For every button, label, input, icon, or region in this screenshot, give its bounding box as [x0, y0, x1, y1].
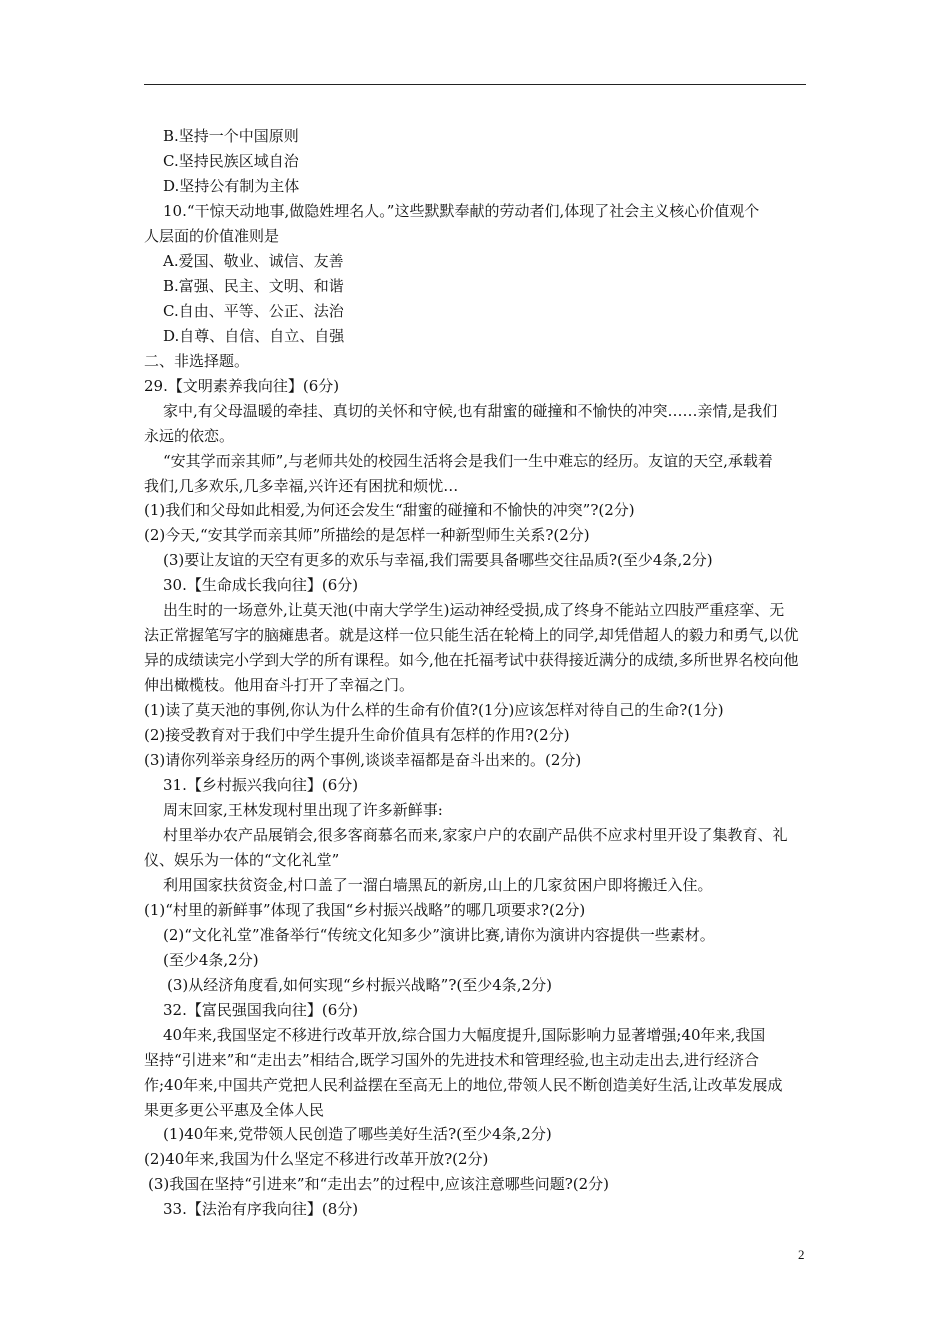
option-d: D.坚持公有制为主体: [163, 177, 300, 195]
question-30-title: 30.【生命成长我向往】(6分): [163, 576, 359, 594]
sub-question: (2)40年来,我国为什么坚定不移进行改革开放?(2分): [144, 1150, 489, 1168]
paragraph-line: 作;40年来,中国共产党把人民利益摆在至高无上的地位,带领人民不断创造美好生活,让改革发展成: [144, 1076, 783, 1094]
question-33-title: 33.【法治有序我向往】(8分): [163, 1200, 359, 1218]
sub-question: (3)我国在坚持“引进来”和“走出去”的过程中,应该注意哪些问题?(2分): [148, 1175, 609, 1193]
sub-question: (3)要让友谊的天空有更多的欢乐与幸福,我们需要具备哪些交往品质?(至少4条,2分): [163, 551, 713, 569]
paragraph-line: 出生时的一场意外,让莫天池(中南大学学生)运动神经受损,成了终身不能站立四肢严重痉挛、无: [163, 601, 785, 619]
paragraph-line: 伸出橄榄枝。他用奋斗打开了幸福之门。: [144, 676, 415, 694]
sub-question: (1)我们和父母如此相爱,为何还会发生“甜蜜的碰撞和不愉快的冲突”?(2分): [144, 501, 635, 519]
header-rule: [144, 84, 806, 85]
paragraph-line: 村里举办农产品展销会,很多客商慕名而来,家家户户的农副产品供不应求村里开设了集教育、礼: [163, 826, 788, 844]
paragraph-line: 家中,有父母温暖的牵挂、真切的关怀和守候,也有甜蜜的碰撞和不愉快的冲突……亲情,是我们: [163, 402, 778, 420]
paragraph-line: 40年来,我国坚定不移进行改革开放,综合国力大幅度提升,国际影响力显著增强;40年来,我国: [163, 1026, 766, 1044]
sub-question: (1)读了莫天池的事例,你认为什么样的生命有价值?(1分)应该怎样对待自己的生命?(1分): [144, 701, 724, 719]
question-29-title: 29.【文明素养我向往】(6分): [144, 377, 340, 395]
paragraph-line: 利用国家扶贫资金,村口盖了一溜白墙黑瓦的新房,山上的几家贫困户即将搬迁入住。: [163, 876, 713, 894]
sub-question: (1)“村里的新鲜事”体现了我国“乡村振兴战略”的哪几项要求?(2分): [144, 901, 586, 919]
paragraph-line: 永远的依恋。: [144, 427, 235, 445]
q10-option-c: C.自由、平等、公正、法治: [163, 302, 344, 320]
sub-question: (2)接受教育对于我们中学生提升生命价值具有怎样的作用?(2分): [144, 726, 570, 744]
paragraph-line: “安其学而亲其师”,与老师共处的校园生活将会是我们一生中难忘的经历。友谊的天空,承载着: [163, 452, 773, 470]
sub-question: (2)“文化礼堂”准备举行“传统文化知多少”演讲比赛,请你为演讲内容提供一些素材。: [163, 926, 715, 944]
paragraph-line: 果更多更公平惠及全体人民: [144, 1101, 325, 1119]
question-31-title: 31.【乡村振兴我向往】(6分): [163, 776, 359, 794]
sub-question: (1)40年来,党带领人民创造了哪些美好生活?(至少4条,2分): [163, 1125, 552, 1143]
sub-question: (3)请你列举亲身经历的两个事例,谈谈幸福都是奋斗出来的。(2分): [144, 751, 582, 769]
question-10: 10.“干惊天动地事,做隐姓埋名人。”这些默默奉献的劳动者们,体现了社会主义核心价值观个: [163, 202, 760, 220]
paragraph-line: 法正常握笔写字的脑瘫患者。就是这样一位只能生活在轮椅上的同学,却凭借超人的毅力和勇气,以优: [144, 626, 799, 644]
sub-question: (至少4条,2分): [163, 951, 259, 969]
paragraph-line: 坚持“引进来”和“走出去”相结合,既学习国外的先进技术和管理经验,也主动走出去,进行经济合: [144, 1051, 759, 1069]
q10-option-b: B.富强、民主、文明、和谐: [163, 277, 344, 295]
question-32-title: 32.【富民强国我向往】(6分): [163, 1001, 359, 1019]
question-10-cont: 人层面的价值准则是: [144, 227, 280, 245]
paragraph-line: 异的成绩读完小学到大学的所有课程。如今,他在托福考试中获得接近满分的成绩,多所世界名校向他: [144, 651, 799, 669]
paragraph-line: 仪、娱乐为一体的“文化礼堂”: [144, 851, 340, 869]
paragraph-line: 我们,几多欢乐,几多幸福,兴许还有困扰和烦忧…: [144, 477, 459, 495]
sub-question: (3)从经济角度看,如何实现“乡村振兴战略”?(至少4条,2分): [167, 976, 552, 994]
q10-option-a: A.爱国、敬业、诚信、友善: [163, 252, 344, 270]
sub-question: (2)今天,“安其学而亲其师”所描绘的是怎样一种新型师生关系?(2分): [144, 526, 590, 544]
q10-option-d: D.自尊、自信、自立、自强: [163, 327, 345, 345]
page-number: 2: [798, 1247, 805, 1262]
section-heading: 二、非选择题。: [144, 352, 250, 370]
paragraph-line: 周末回家,王林发现村里出现了许多新鲜事:: [163, 801, 443, 819]
option-c: C.坚持民族区域自治: [163, 152, 299, 170]
option-b: B.坚持一个中国原则: [163, 127, 299, 145]
